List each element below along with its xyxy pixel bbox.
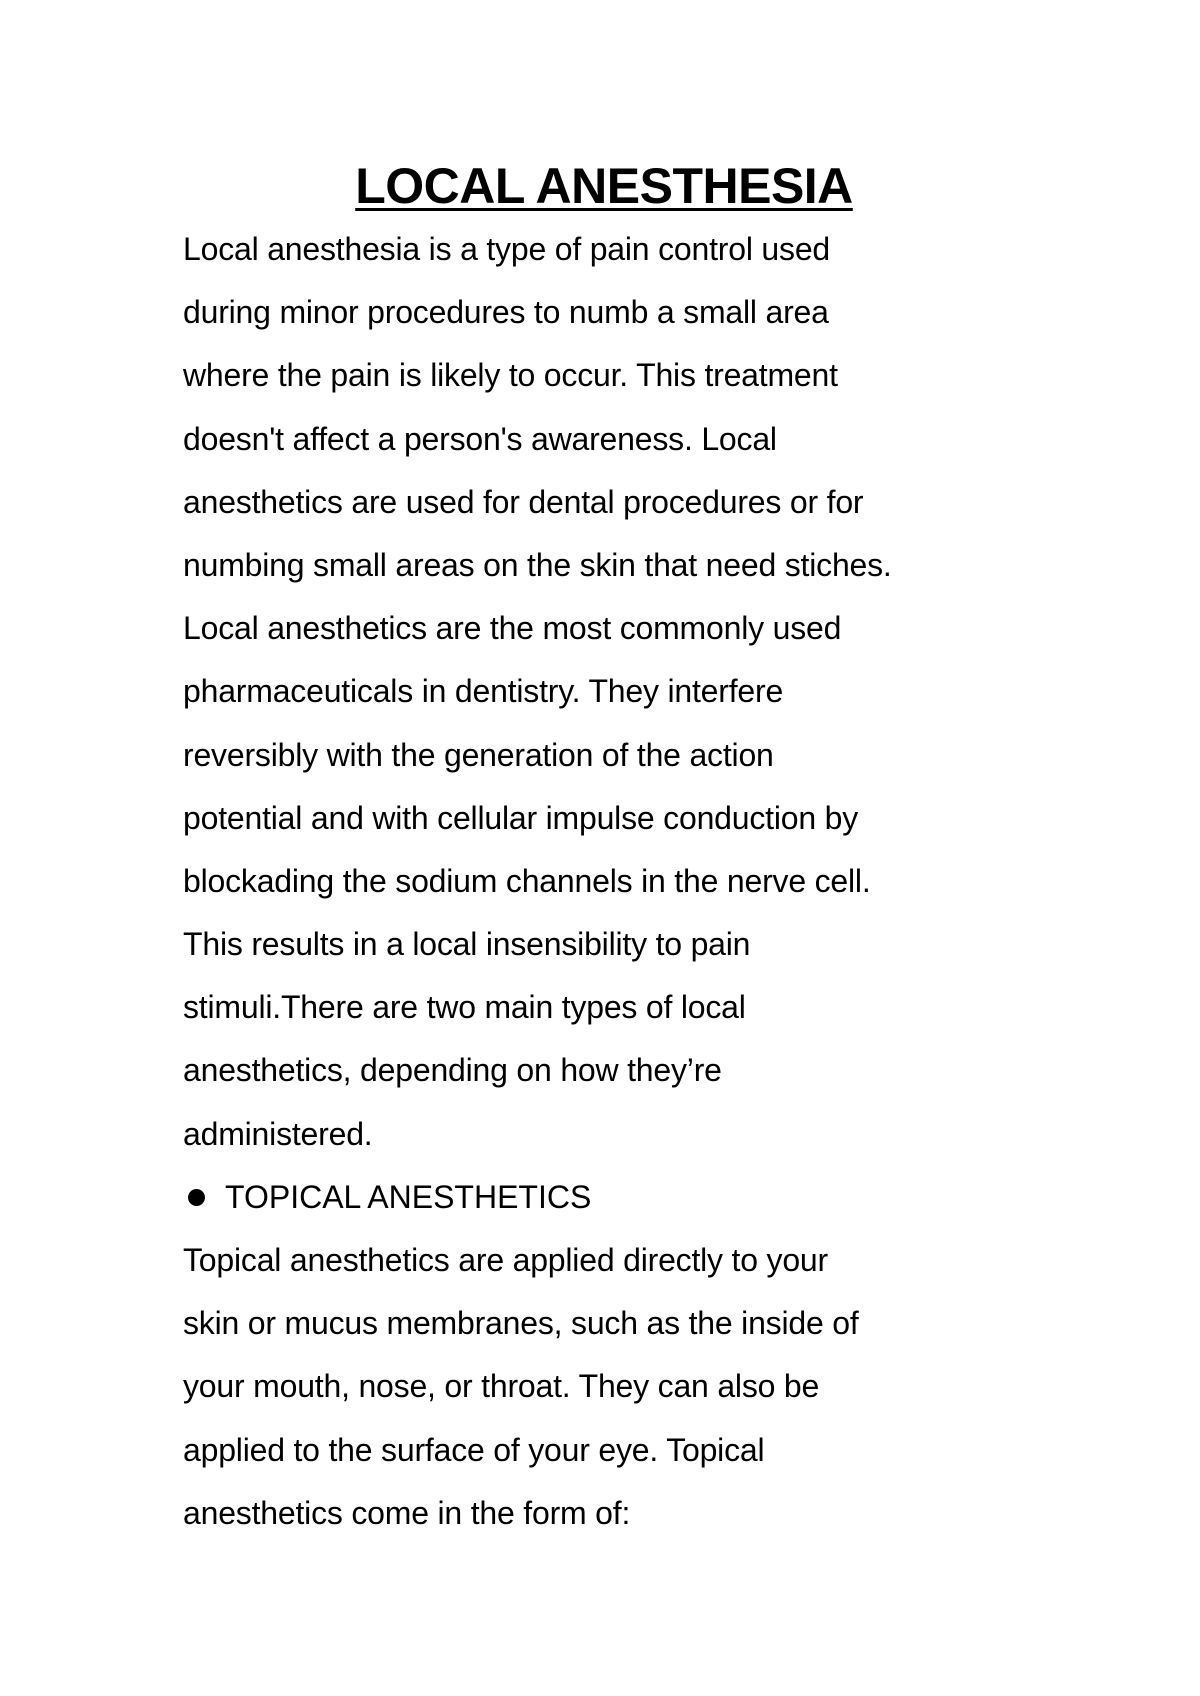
paragraph-line: anesthetics, depending on how they’re (183, 1052, 722, 1089)
paragraph-line: Local anesthesia is a type of pain control used (183, 231, 831, 267)
paragraph-line: numbing small areas on the skin that need stiches. (183, 546, 892, 583)
topical-paragraph (183, 1229, 1063, 1545)
bullet-heading: TOPICAL ANESTHETICS (225, 1179, 592, 1215)
paragraph-line: your mouth, nose, or throat. They can also be (183, 1368, 820, 1405)
page-title (0, 156, 1200, 216)
paragraph-line: administered. (183, 1115, 373, 1152)
paragraph-line: reversibly with the generation of the action (183, 736, 774, 773)
paragraph-line: pharmaceuticals in dentistry. They interfere (183, 673, 784, 710)
paragraph-line: anesthetics come in the form of: (183, 1494, 631, 1531)
paragraph-line: stimuli.There are two main types of local (183, 989, 746, 1026)
intro-paragraph (183, 218, 1063, 1166)
page-title-text: LOCAL ANESTHESIA (355, 158, 853, 214)
paragraph-line: skin or mucus membranes, such as the inside of (183, 1305, 859, 1342)
paragraph-line: during minor procedures to numb a small area (183, 294, 829, 331)
paragraph-line: applied to the surface of your eye. Topical (183, 1431, 765, 1468)
paragraph-line: where the pain is likely to occur. This treatment (183, 357, 838, 394)
paragraph-line: doesn't affect a person's awareness. Local (183, 420, 777, 457)
bullet-item-topical-anesthetics (183, 1166, 591, 1229)
paragraph-line: This results in a local insensibility to pain (183, 926, 751, 963)
paragraph-line: Topical anesthetics are applied directly to your (183, 1242, 828, 1278)
paragraph-line: blockading the sodium channels in the nerve cell. (183, 862, 871, 899)
paragraph-line: anesthetics are used for dental procedures or for (183, 483, 864, 520)
bullet-dot-icon (188, 1189, 205, 1206)
paragraph-line: Local anesthetics are the most commonly used (183, 610, 842, 647)
paragraph-line: potential and with cellular impulse conduction by (183, 799, 859, 836)
